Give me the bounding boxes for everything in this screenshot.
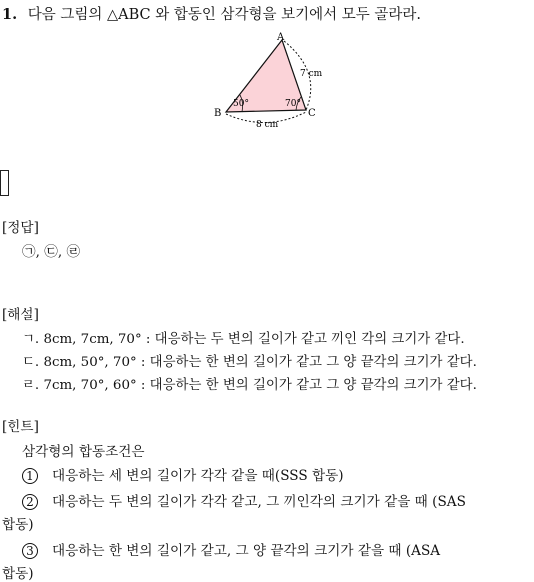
hint-intro: 삼각형의 합동조건은 <box>22 444 145 460</box>
question-number: 1. <box>2 6 18 23</box>
hint-item-text: 대응하는 세 변의 길이가 각각 같을 때(SSS 합동) <box>52 468 344 484</box>
answer-header: [정답] <box>2 220 39 236</box>
side-bc-label: 8 cm <box>256 120 279 130</box>
circled-number: 3 <box>22 543 38 559</box>
hint-item-continued: 합동) <box>2 517 34 533</box>
angle-b-label: 50° <box>233 99 249 109</box>
answer-text: ㉠, ㉢, ㉣ <box>22 244 81 260</box>
triangle-figure <box>0 28 534 168</box>
hint-item-continued: 합동) <box>2 566 34 582</box>
question-text: 다음 그림의 △ABC 와 합동인 삼각형을 보기에서 모두 골라라. <box>27 7 422 23</box>
explanation-line: ㄱ. 8cm, 7cm, 70° : 대응하는 두 변의 길이가 같고 끼인 각의 크기가 같다. <box>22 332 465 347</box>
side-ac-label: 7 cm <box>300 69 323 79</box>
hint-item-text: 대응하는 두 변의 길이가 각각 같고, 그 끼인각의 크기가 같을 때 (SAS <box>52 494 466 510</box>
hint-item <box>22 539 440 559</box>
circled-number: 1 <box>22 468 38 484</box>
question <box>2 3 421 24</box>
explanation-line: ㄷ. 8cm, 50°, 70° : 대응하는 한 변의 길이가 같고 그 양 끝각의 크기가 같다. <box>22 355 477 370</box>
hint-item-text: 대응하는 한 변의 길이가 같고, 그 양 끝각의 크기가 같을 때 (ASA <box>52 543 441 559</box>
hint-item <box>22 464 344 484</box>
circled-number: 2 <box>22 494 38 510</box>
explanation-line: ㄹ. 7cm, 70°, 60° : 대응하는 한 변의 길이가 같고 그 양 끝각의 크기가 같다. <box>22 378 477 393</box>
vertex-a-label: A <box>277 32 285 43</box>
angle-c-label: 70° <box>285 99 301 109</box>
explanation-header: [해설] <box>2 307 39 323</box>
vertex-c-label: C <box>308 108 316 119</box>
hint-item <box>22 490 466 510</box>
hint-header: [힌트] <box>2 419 39 435</box>
answer-box[interactable] <box>0 170 9 196</box>
vertex-b-label: B <box>214 108 222 119</box>
